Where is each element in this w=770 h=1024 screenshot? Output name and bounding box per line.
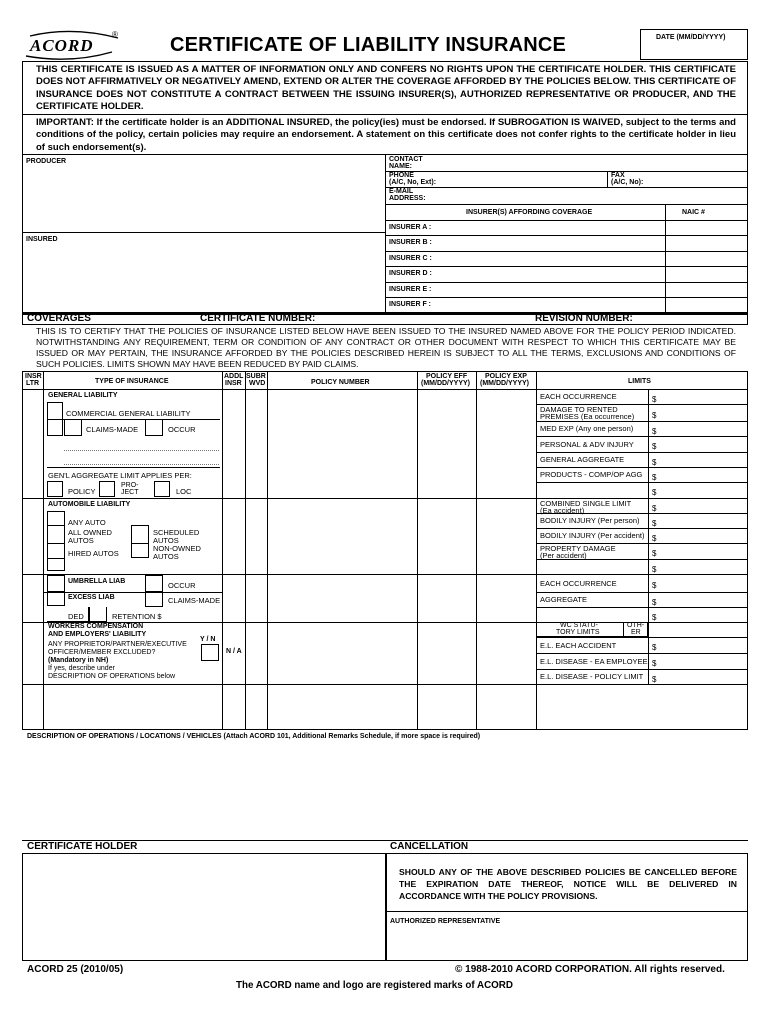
col-ltr: LTR <box>26 380 40 387</box>
limit-amount-field[interactable] <box>660 499 746 512</box>
retention-checkbox[interactable] <box>89 607 107 622</box>
date-label: DATE (MM/DD/YYYY) <box>656 34 726 41</box>
wc-label-5: (Mandatory in NH) <box>48 657 109 664</box>
auto-limits-label-2: BODILY INJURY (Per accident) <box>540 531 645 540</box>
description-field[interactable] <box>24 744 746 832</box>
umb-occur-label: OCCUR <box>168 581 196 590</box>
dollar-sign: $ <box>652 675 657 684</box>
gl-other-checkbox[interactable] <box>47 419 63 436</box>
project-checkbox[interactable] <box>99 481 115 497</box>
scheduled-autos-checkbox[interactable] <box>131 525 149 558</box>
dollar-sign: $ <box>652 519 657 528</box>
wc-label-3: ANY PROPRIETOR/PARTNER/EXECUTIVE <box>48 641 187 648</box>
limit-amount-field[interactable] <box>660 608 746 621</box>
limit-amount-field[interactable] <box>660 654 746 668</box>
cancellation-label: CANCELLATION <box>390 841 469 852</box>
auto-liability-label: AUTOMOBILE LIABILITY <box>48 501 131 508</box>
dollar-sign: $ <box>652 565 657 574</box>
wc-label-4: OFFICER/MEMBER EXCLUDED? <box>48 649 156 656</box>
certificate-holder-box[interactable] <box>22 853 386 961</box>
email-address-label: ADDRESS: <box>389 195 426 202</box>
email-label: E-MAIL <box>389 188 414 195</box>
certificate-number-label: CERTIFICATE NUMBER: <box>200 313 316 324</box>
dollar-sign: $ <box>652 442 657 451</box>
insured-label: INSURED <box>26 236 58 243</box>
wc-oth-label-b: ER <box>631 629 641 636</box>
registered-mark: ® <box>112 30 118 39</box>
copyright-text: © 1988-2010 ACORD CORPORATION. All rights reserved. <box>455 964 725 975</box>
col-policy-eff: POLICY EFF <box>426 373 468 380</box>
any-auto-label: ANY AUTO <box>68 518 106 527</box>
limit-amount-field[interactable] <box>660 638 746 652</box>
loc-checkbox[interactable] <box>154 481 170 497</box>
claims-made-label: CLAIMS-MADE <box>86 425 139 434</box>
naic-label: NAIC # <box>682 209 705 216</box>
insurer-label-0: INSURER A : <box>389 224 432 231</box>
dollar-sign: $ <box>652 549 657 558</box>
limit-amount-field[interactable] <box>660 560 746 573</box>
fax-sub-label: (A/C, No): <box>611 179 644 186</box>
fax-label: FAX <box>611 172 625 179</box>
col-exp-format: (MM/DD/YYYY) <box>480 380 529 387</box>
claims-made-checkbox[interactable] <box>64 419 82 436</box>
dollar-sign: $ <box>652 427 657 436</box>
gl-limits-label-5: PRODUCTS - COMP/OP AGG <box>540 470 643 479</box>
contact-label: CONTACT <box>389 156 423 163</box>
insurer-field-0[interactable] <box>440 221 664 234</box>
col-subr: SUBR <box>246 373 266 380</box>
dollar-sign: $ <box>652 613 657 622</box>
col-type-of-insurance: TYPE OF INSURANCE <box>95 378 169 385</box>
non-owned-label-a: NON-OWNED <box>153 544 201 553</box>
all-owned-label-a: ALL OWNED <box>68 528 112 537</box>
excess-checkbox[interactable] <box>47 592 65 606</box>
wc-label-7: DESCRIPTION OF OPERATIONS below <box>48 673 176 680</box>
limit-amount-field[interactable] <box>660 593 746 606</box>
auto-limits-sublabel-3: (Per accident) <box>540 551 587 560</box>
non-owned-label-b: AUTOS <box>153 552 179 561</box>
wc-label-6: If yes, describe under <box>48 665 115 672</box>
producer-label: PRODUCER <box>26 158 67 165</box>
col-policy-number: POLICY NUMBER <box>311 379 370 386</box>
occur-checkbox[interactable] <box>145 419 163 436</box>
col-policy-exp: POLICY EXP <box>485 373 527 380</box>
scheduled-label-a: SCHEDULED <box>153 528 200 537</box>
any-auto-checkbox[interactable] <box>47 511 65 571</box>
limit-amount-field[interactable] <box>660 422 746 435</box>
col-addl-insr: INSR <box>225 380 242 387</box>
commercial-gl-label: COMMERCIAL GENERAL LIABILITY <box>66 409 191 418</box>
registered-marks-text: The ACORD name and logo are registered marks of ACORD <box>236 980 513 991</box>
policy-label: POLICY <box>68 487 96 496</box>
dollar-sign: $ <box>652 643 657 652</box>
insured-field[interactable] <box>24 246 384 310</box>
gl-limits-label-2: MED EXP (Any one person) <box>540 424 634 433</box>
contact-name-label: NAME: <box>389 163 412 170</box>
wc-limits-label-2: E.L. DISEASE - POLICY LIMIT <box>540 672 644 681</box>
limit-amount-field[interactable] <box>660 390 746 403</box>
important-text: IMPORTANT: If the certificate holder is an ADDITIONAL INSURED, the policy(ies) must be endorsed. If SUBROGATION IS WAIVED, subject to the terms and conditions of the policy, certain policies may require an endorsement. A statement on this certificate does not confer rights to the certificate holder in lieu of such endorsement(s). <box>36 117 736 153</box>
dollar-sign: $ <box>652 504 657 513</box>
col-eff-format: (MM/DD/YYYY) <box>421 380 470 387</box>
form-title: CERTIFICATE OF LIABILITY INSURANCE <box>170 34 567 56</box>
wc-statu-label-b: TORY LIMITS <box>556 629 600 636</box>
notice-text: THIS CERTIFICATE IS ISSUED AS A MATTER OF INFORMATION ONLY AND CONFERS NO RIGHTS UPON THE CERTIFICATE HOLDER. THIS CERTIFICATE DOES NOT AFFIRMATIVELY OR NEGATIVELY AMEND, EXTEND OR ALTER THE COVERAGE AFFORDED BY THE POLICIES BELOW. THIS CERTIFICATE OF INSURANCE DOES NOT CONSTITUTE A CONTRACT BETWEEN THE ISSUING INSURER(S), AUTHORIZED REPRESENTATIVE OR PRODUCER, AND THE CERTIFICATE HOLDER. <box>36 64 736 113</box>
authorized-rep-signature[interactable] <box>388 928 746 960</box>
insurer-label-1: INSURER B : <box>389 239 432 246</box>
wc-excluded-checkbox[interactable] <box>201 644 219 661</box>
occur-label: OCCUR <box>168 425 196 434</box>
gl-limits-sublabel-1: PREMISES (Ea occurrence) <box>540 412 635 421</box>
retention-label: RETENTION $ <box>112 612 162 621</box>
phone-sub-label: (A/C, No, Ext): <box>389 179 437 186</box>
agg-applies-label: GEN'L AGGREGATE LIMIT APPLIES PER: <box>48 471 192 480</box>
insurer-label-4: INSURER E : <box>389 286 432 293</box>
form-number: ACORD 25 (2010/05) <box>27 964 124 975</box>
insurer-field-3[interactable] <box>440 267 664 280</box>
umbrella-checkbox[interactable] <box>47 575 65 592</box>
limit-amount-field[interactable] <box>660 405 746 420</box>
description-label: DESCRIPTION OF OPERATIONS / LOCATIONS / VEHICLES (Attach ACORD 101, Additional Remarks Schedule, if more space is required) <box>27 733 481 740</box>
umb-limits-label-0: EACH OCCURRENCE <box>540 579 617 588</box>
auto-limits-sublabel-0: (Ea accident) <box>540 506 585 515</box>
coverages-text: THIS IS TO CERTIFY THAT THE POLICIES OF INSURANCE LISTED BELOW HAVE BEEN ISSUED TO THE INSURED NAMED ABOVE FOR THE POLICY PERIOD INDICATED. NOTWITHSTANDING ANY REQUIREMENT, TERM OR CONDITION OF ANY CONTRACT OR OTHER DOCUMENT WITH RESPECT TO WHICH THIS CERTIFICATE MAY BE ISSUED OR MAY PERTAIN, THE INSURANCE AFFORDED BY THE POLICIES DESCRIBED HEREIN IS SUBJECT TO ALL THE TERMS, EXCLUSIONS AND CONDITIONS OF SUCH POLICIES. LIMITS SHOWN MAY HAVE BEEN REDUCED BY PAID CLAIMS. <box>36 326 736 369</box>
wc-label-1: WORKERS COMPENSATION <box>48 623 144 630</box>
wc-yn-label: Y / N <box>200 636 216 643</box>
dollar-sign: $ <box>652 598 657 607</box>
limit-amount-field[interactable] <box>660 514 746 527</box>
limit-amount-field[interactable] <box>660 544 746 558</box>
scheduled-label-b: AUTOS <box>153 536 179 545</box>
insurers-header: INSURER(S) AFFORDING COVERAGE <box>466 209 593 216</box>
umb-limits-label-1: AGGREGATE <box>540 595 587 604</box>
umbrella-label: UMBRELLA LIAB <box>68 578 126 585</box>
ded-label: DED <box>68 612 84 621</box>
phone-label: PHONE <box>389 172 414 179</box>
wc-limits-label-1: E.L. DISEASE - EA EMPLOYEE <box>540 657 648 666</box>
dollar-sign: $ <box>652 395 657 404</box>
insurer-field-5[interactable] <box>440 298 664 311</box>
wc-statu-label-a: WC STATU- <box>560 622 598 629</box>
hired-autos-label: HIRED AUTOS <box>68 549 119 558</box>
wc-limits-label-0: E.L. EACH ACCIDENT <box>540 641 617 650</box>
all-owned-label-b: AUTOS <box>68 536 94 545</box>
col-addl: ADDL <box>224 373 244 380</box>
producer-field[interactable] <box>24 168 384 230</box>
limit-amount-field[interactable] <box>660 437 746 451</box>
general-liability-label: GENERAL LIABILITY <box>48 392 118 399</box>
limit-amount-field[interactable] <box>660 575 746 591</box>
auto-limits-label-3: PROPERTY DAMAGE <box>540 544 616 553</box>
certificate-holder-label: CERTIFICATE HOLDER <box>27 841 138 852</box>
col-insr: INSR <box>25 373 42 380</box>
col-limits: LIMITS <box>628 378 651 385</box>
loc-label: LOC <box>176 487 192 496</box>
umb-claims-made-label: CLAIMS-MADE <box>168 596 221 605</box>
insurer-label-2: INSURER C : <box>389 255 432 262</box>
project-label-a: PRO- <box>121 482 139 489</box>
insurer-label-5: INSURER F : <box>389 301 431 308</box>
policy-checkbox[interactable] <box>47 481 63 497</box>
wc-label-2: AND EMPLOYERS' LIABILITY <box>48 631 147 638</box>
revision-number-label: REVISION NUMBER: <box>535 313 633 324</box>
dollar-sign: $ <box>652 488 657 497</box>
col-wvd: WVD <box>249 380 266 387</box>
umb-occur-checkbox[interactable] <box>145 575 163 592</box>
insurer-field-2[interactable] <box>440 252 664 265</box>
limit-amount-field[interactable] <box>660 670 746 683</box>
auto-limits-label-0: COMBINED SINGLE LIMIT <box>540 499 632 508</box>
umb-claims-made-checkbox[interactable] <box>145 592 163 607</box>
gl-limits-label-4: GENERAL AGGREGATE <box>540 455 625 464</box>
project-label-b: JECT <box>121 489 139 496</box>
gl-limits-label-0: EACH OCCURRENCE <box>540 392 617 401</box>
excess-label: EXCESS LIAB <box>68 594 115 601</box>
coverages-bar <box>22 313 748 325</box>
cancellation-text: SHOULD ANY OF THE ABOVE DESCRIBED POLICIES BE CANCELLED BEFORE THE EXPIRATION DATE THEREOF, NOTICE WILL BE DELIVERED IN ACCORDANCE WITH THE POLICY PROVISIONS. <box>399 867 737 901</box>
gl-limits-label-3: PERSONAL & ADV INJURY <box>540 440 634 449</box>
limit-amount-field[interactable] <box>660 453 746 466</box>
limit-amount-field[interactable] <box>660 468 746 481</box>
authorized-rep-label: AUTHORIZED REPRESENTATIVE <box>390 918 501 925</box>
dollar-sign: $ <box>652 473 657 482</box>
gl-limits-label-1: DAMAGE TO RENTED <box>540 405 618 414</box>
limit-amount-field[interactable] <box>660 483 746 497</box>
auto-limits-label-1: BODILY INJURY (Per person) <box>540 516 640 525</box>
limit-amount-field[interactable] <box>660 529 746 542</box>
logo-text: ACORD <box>30 36 94 55</box>
insurer-field-4[interactable] <box>440 283 664 296</box>
wc-oth-label-a: OTH- <box>627 622 645 629</box>
insurer-label-3: INSURER D : <box>389 270 432 277</box>
dollar-sign: $ <box>652 581 657 590</box>
dollar-sign: $ <box>652 458 657 467</box>
coverages-label: COVERAGES <box>27 313 91 324</box>
insurer-field-1[interactable] <box>440 236 664 249</box>
dollar-sign: $ <box>652 411 657 420</box>
wc-na-label: N / A <box>226 648 242 655</box>
dollar-sign: $ <box>652 534 657 543</box>
acord-logo <box>22 30 122 60</box>
dollar-sign: $ <box>652 659 657 668</box>
